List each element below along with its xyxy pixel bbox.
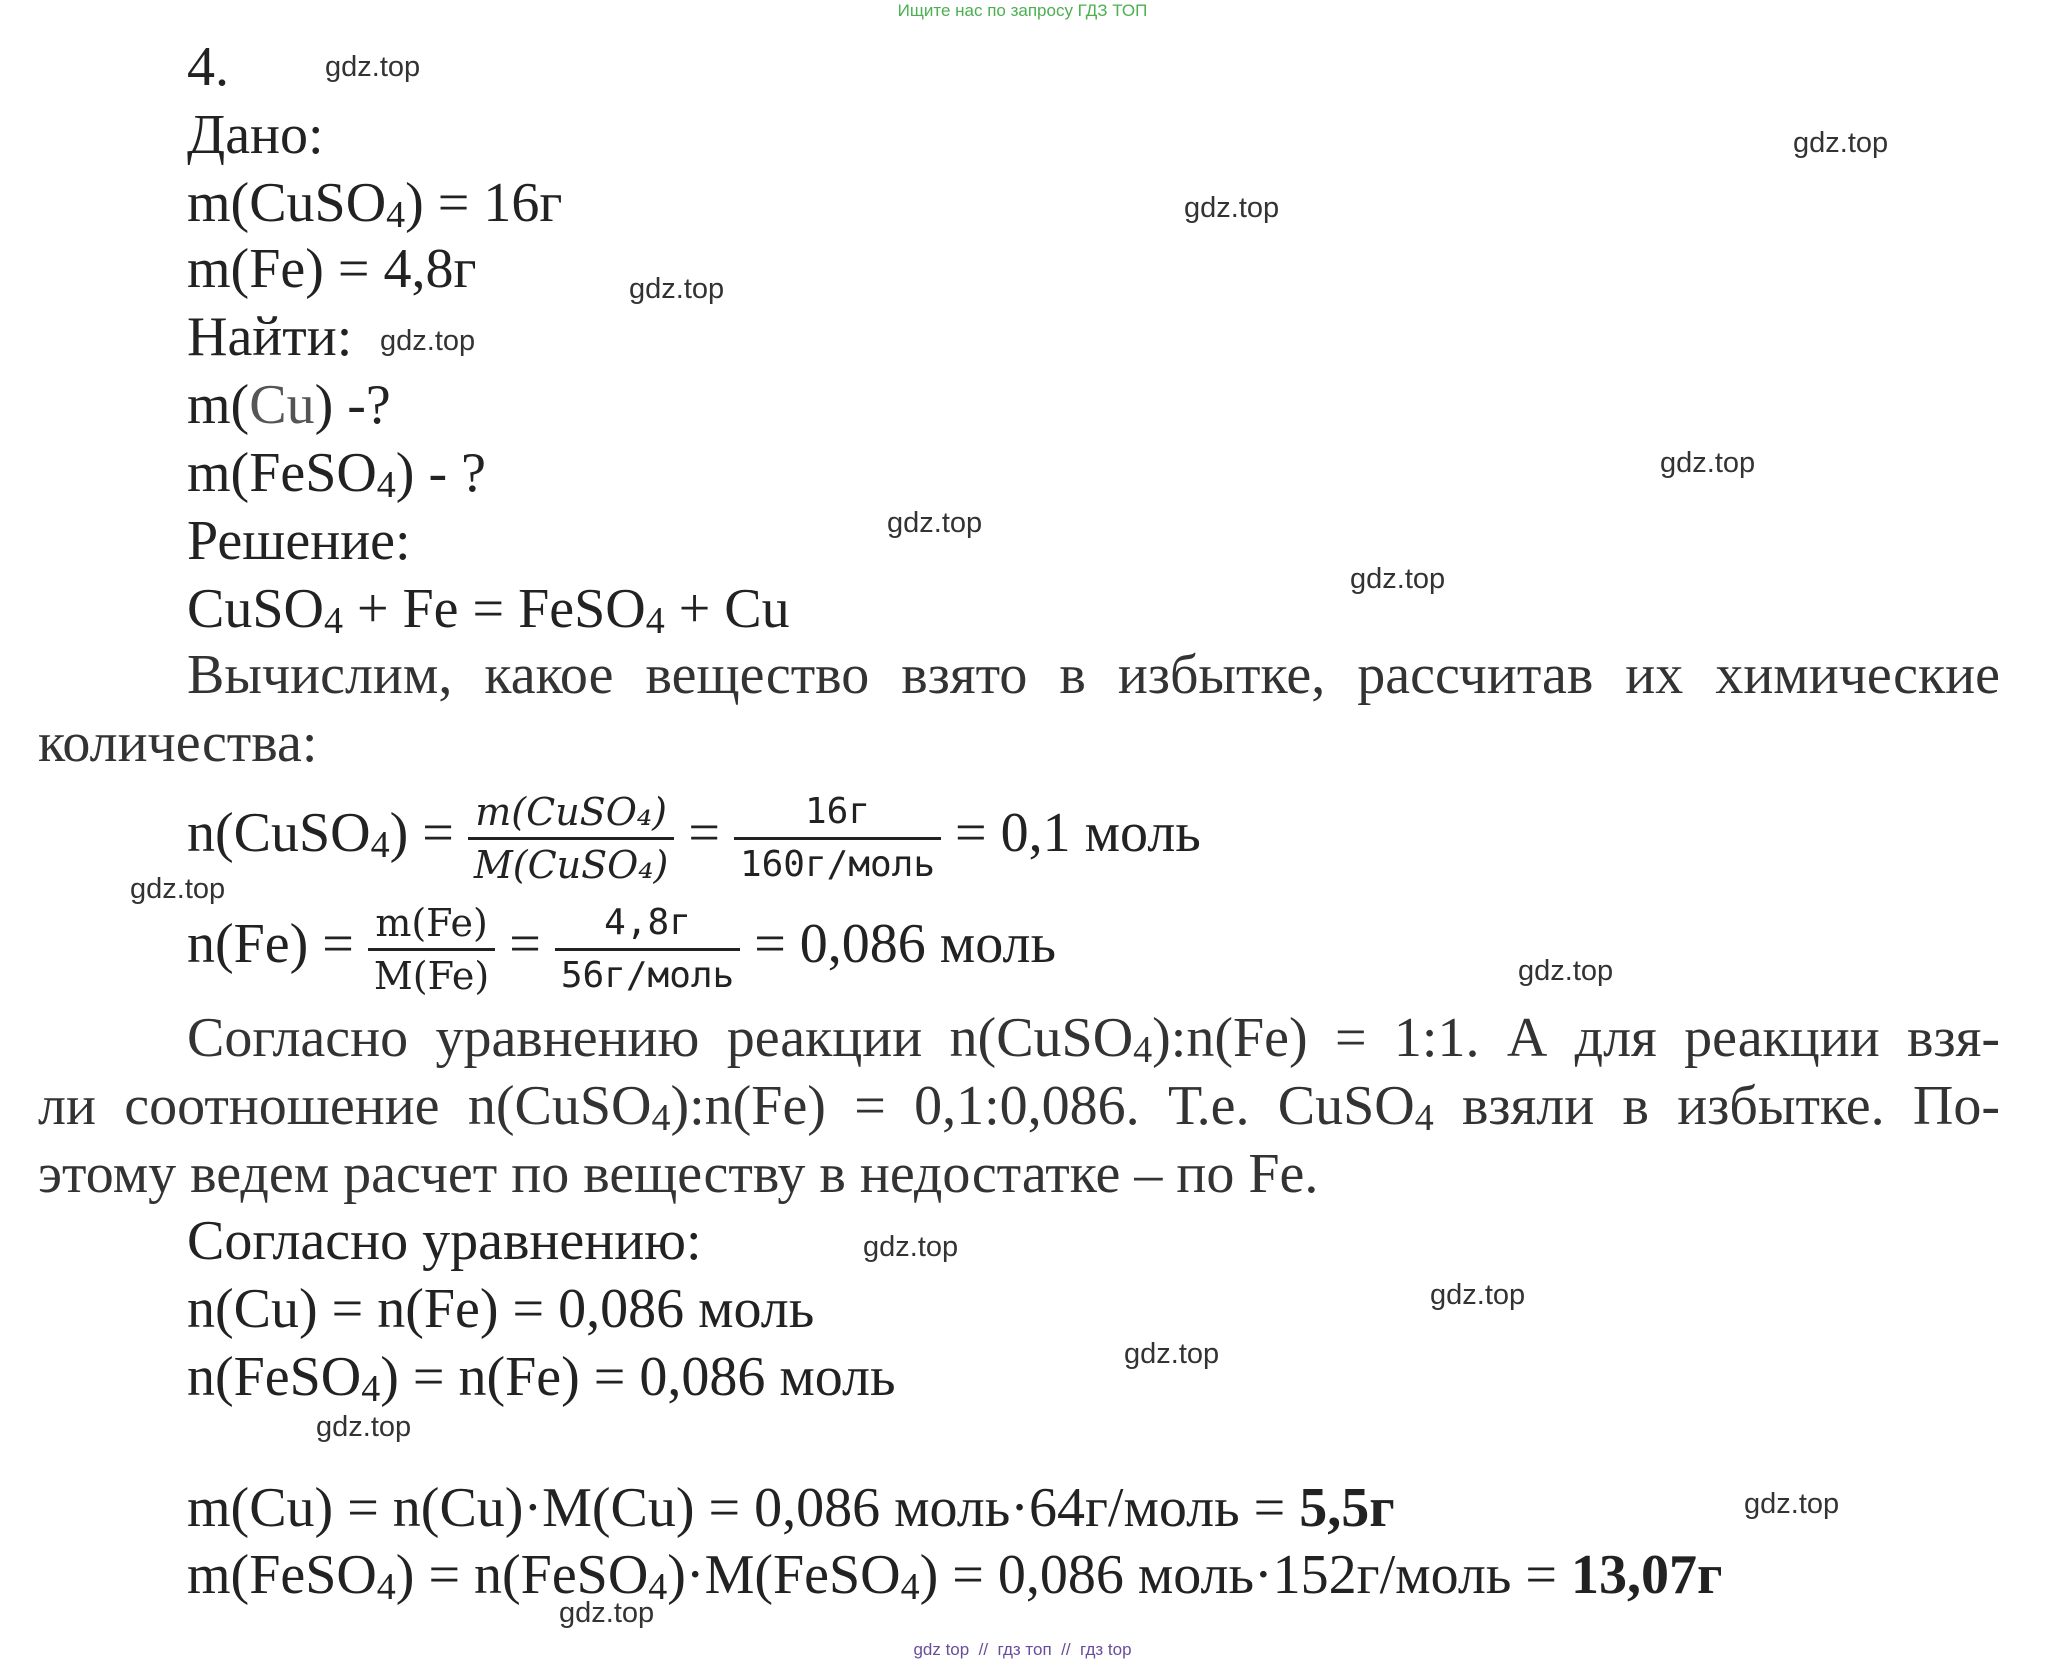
eq-s1: 4 <box>323 600 343 642</box>
fraction-numerator: m(Fe) <box>368 898 495 951</box>
watermark: gdz.top <box>316 1411 412 1443</box>
n-fe-result: = 0,086 моль <box>754 913 1056 975</box>
task-number: 4. <box>187 36 229 98</box>
fraction-denominator: 160г/моль <box>739 843 936 885</box>
bottom-banner: gdz top // гдз топ // гдз top <box>913 1640 1132 1659</box>
ratio-l1-s: 4 <box>1133 1029 1153 1071</box>
fraction-numerator: 4,8г <box>555 898 740 951</box>
n-cuso4-lhs-s: 4 <box>370 824 390 866</box>
given-1-sub: 4 <box>386 194 406 236</box>
find-1-prefix: m( <box>187 374 250 436</box>
find-label: Найти: <box>187 306 353 368</box>
m-feso4-s2: 4 <box>648 1566 668 1608</box>
eq-p3: + Cu <box>664 578 790 640</box>
top-banner: Ищите нас по запросу ГДЗ ТОП <box>897 1 1148 20</box>
m-cu-line <box>187 1475 1395 1541</box>
given-mass-fe: m(Fe) = 4,8г <box>187 238 477 300</box>
find-2-suffix: ) - ? <box>395 442 486 504</box>
equals-sign: = <box>688 802 720 864</box>
watermark: gdz.top <box>1744 1488 1840 1520</box>
find-2-prefix: m(FeSO <box>187 442 377 504</box>
watermark: gdz.top <box>1430 1279 1526 1311</box>
n-feso4-line <box>187 1344 896 1410</box>
watermark: gdz.top <box>325 51 421 83</box>
n-fe-lhs: n(Fe) = <box>187 913 354 975</box>
m-feso4-s3: 4 <box>900 1566 920 1608</box>
fraction-denominator: M(CuSO₄) <box>473 842 669 887</box>
ratio-l1-a: Согласно уравнению реакции n(CuSO <box>187 1007 1134 1069</box>
given-label: Дано: <box>187 104 324 166</box>
n-cuso4-lhs-a: n(CuSO <box>187 802 371 864</box>
m-feso4-a: m(FeSO <box>187 1544 377 1606</box>
n-cuso4-result: = 0,1 моль <box>955 802 1201 864</box>
ratio-line-2 <box>38 1072 2000 1140</box>
formula-n-cuso4 <box>187 778 1201 890</box>
formula-n-fe <box>187 889 1056 1001</box>
find-mass-feso4 <box>187 440 486 506</box>
reaction-equation <box>187 576 790 642</box>
watermark: gdz.top <box>1793 127 1889 159</box>
ratio-l1-b: ):n(Fe) = 1:1. А для реакции взя- <box>1152 1007 2000 1069</box>
eq-p2: + Fe = FeSO <box>342 578 646 640</box>
ratio-l2-b: ):n(Fe) = 0,1:0,086. Т.е. CuSO <box>670 1075 1415 1137</box>
find-mass-cu <box>187 372 391 438</box>
m-feso4-d: ) = 0,086 моль·152г/моль = <box>919 1544 1571 1606</box>
eq-s2: 4 <box>645 600 665 642</box>
ratio-l2-s2: 4 <box>1414 1097 1434 1139</box>
m-feso4-line <box>187 1542 1722 1608</box>
given-mass-cuso4 <box>187 170 562 236</box>
fraction-mass-over-molar-cuso4 <box>468 787 675 890</box>
watermark: gdz.top <box>1518 955 1614 987</box>
find-1-cu: Cu <box>249 374 315 436</box>
watermark: gdz.top <box>559 1597 655 1629</box>
fraction-values-fe <box>555 898 740 1001</box>
equals-sign: = <box>509 913 541 975</box>
watermark: gdz.top <box>629 273 725 305</box>
watermark: gdz.top <box>1660 447 1756 479</box>
n-feso4-b: ) = n(Fe) = 0,086 моль <box>380 1346 896 1408</box>
ratio-l2-s1: 4 <box>651 1097 671 1139</box>
excess-line-2: количества: <box>38 712 318 774</box>
solution-label: Решение: <box>187 510 411 572</box>
m-cu-text: m(Cu) = n(Cu)·M(Cu) = 0,086 моль·64г/моль = <box>187 1477 1300 1539</box>
ratio-line-1 <box>38 1004 2000 1072</box>
n-cu-line: n(Cu) = n(Fe) = 0,086 моль <box>187 1278 815 1340</box>
watermark: gdz.top <box>1124 1338 1220 1370</box>
m-cu-answer: 5,5г <box>1299 1477 1395 1539</box>
watermark: gdz.top <box>863 1231 959 1263</box>
excess-paragraph <box>38 641 2000 777</box>
given-1-suffix: ) = 16г <box>405 172 563 234</box>
ratio-l2-c: взяли в избытке. По- <box>1433 1075 2001 1137</box>
given-1-prefix: m(CuSO <box>187 172 387 234</box>
watermark: gdz.top <box>1350 563 1446 595</box>
n-cuso4-lhs-b: ) = <box>389 802 454 864</box>
n-feso4-a: n(FeSO <box>187 1346 362 1408</box>
find-2-sub: 4 <box>376 464 396 506</box>
m-feso4-answer: 13,07г <box>1570 1544 1723 1606</box>
fraction-numerator: m(CuSO₄) <box>468 787 675 840</box>
fraction-values-cuso4 <box>734 787 941 890</box>
fraction-mass-over-molar-fe <box>368 898 495 1001</box>
m-feso4-b: ) = n(FeSO <box>395 1544 649 1606</box>
ratio-l2-a: ли соотношение n(CuSO <box>38 1075 652 1137</box>
find-1-suffix: ) -? <box>314 374 391 436</box>
ratio-paragraph <box>38 1004 2000 1208</box>
excess-line-1 <box>38 641 2000 709</box>
watermark: gdz.top <box>887 507 983 539</box>
fraction-denominator: 56г/моль <box>560 954 735 996</box>
m-feso4-s1: 4 <box>376 1566 396 1608</box>
ratio-line-3: этому ведем расчет по веществу в недостатке – по Fe. <box>38 1143 1319 1205</box>
fraction-denominator: M(Fe) <box>373 953 490 998</box>
excess-line-1-text: Вычислим, какое вещество взято в избытке, рассчитав их химические <box>187 644 2000 706</box>
watermark: gdz.top <box>1184 192 1280 224</box>
watermark: gdz.top <box>130 873 226 905</box>
fraction-numerator: 16г <box>734 787 941 840</box>
n-feso4-s: 4 <box>361 1368 381 1410</box>
m-feso4-c: )·M(FeSO <box>667 1544 901 1606</box>
by-equation-label: Согласно уравнению: <box>187 1210 702 1272</box>
eq-p1: CuSO <box>187 578 324 640</box>
watermark: gdz.top <box>380 325 476 357</box>
